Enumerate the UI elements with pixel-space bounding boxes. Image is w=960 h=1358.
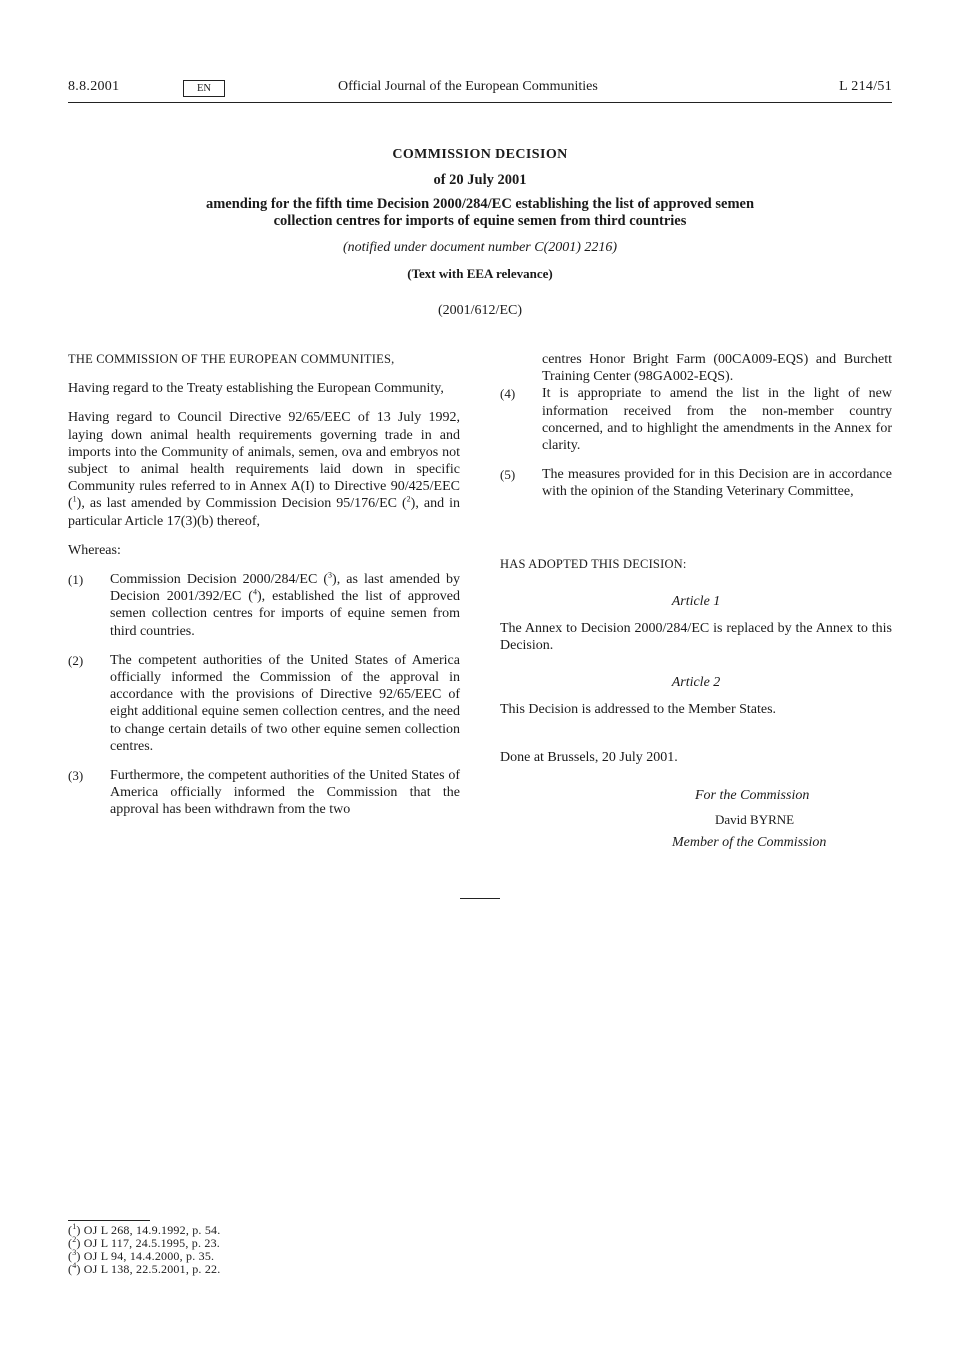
footnote-rule bbox=[68, 1220, 150, 1221]
footnotes bbox=[68, 1224, 220, 1276]
article-1-heading: Article 1 bbox=[671, 594, 721, 609]
eea-relevance: (Text with EEA relevance) bbox=[407, 266, 553, 281]
recital-text: Commission Decision 2000/284/EC ($^3$), as last amended by Decision 2001/392/EC ($^4$), established the list of approved semen collection centres for imports of equine semen from third countries. bbox=[110, 570, 461, 639]
recital-text: The competent authorities of the United States of America officially informed the Commission of the approval in accordance with the provisions of Directive 92/65/EEC of eight additional equine semen collection centres, and the need to change certain details of two other equine semen collection centres. bbox=[110, 652, 460, 754]
journal-title: Official Journal of the European Communities bbox=[338, 79, 598, 94]
article-1-text: The Annex to Decision 2000/284/EC is replaced by the Annex to this Decision. bbox=[500, 621, 892, 654]
footnote-ref-3: 3 bbox=[328, 570, 333, 580]
header-rule bbox=[68, 102, 892, 103]
recital-1 bbox=[68, 571, 460, 640]
left-column bbox=[68, 351, 460, 831]
article-2-text: This Decision is addressed to the Member States. bbox=[500, 702, 777, 718]
adopted-heading: HAS ADOPTED THIS DECISION: bbox=[500, 557, 687, 571]
for-commission: For the Commission bbox=[695, 788, 810, 803]
signatory-role: Member of the Commission bbox=[672, 835, 827, 851]
page-number: L 214/51 bbox=[839, 79, 892, 94]
recital-text: It is appropriate to amend the list in the light of new information received from the non-member country concerned, and to highlight the amendments in the Annex for clarity. bbox=[542, 386, 892, 454]
recital-text: Furthermore, the competent authorities of the United States of America officially informed the Commission that the approval has been withdrawn from the two bbox=[110, 768, 460, 818]
document-type: COMMISSION DECISION bbox=[392, 147, 568, 162]
recital-4 bbox=[500, 385, 892, 454]
recital-text: The measures provided for in this Decision are in accordance with the opinion of the Standing Veterinary Committee, bbox=[542, 467, 892, 500]
decision-number: (2001/612/EC) bbox=[438, 303, 522, 318]
end-separator bbox=[460, 898, 500, 899]
recital-2 bbox=[68, 652, 460, 755]
language-badge: EN bbox=[183, 80, 225, 97]
article-1 bbox=[500, 593, 892, 655]
decision-subject bbox=[68, 196, 892, 230]
recital-3 bbox=[68, 767, 460, 819]
signature-block bbox=[560, 787, 952, 852]
recital-number: (3) bbox=[68, 768, 84, 784]
recital-number: (2) bbox=[68, 652, 84, 668]
recital-number: (4) bbox=[500, 386, 516, 402]
decision-date: of 20 July 2001 bbox=[433, 172, 527, 188]
footnote-ref-2: 2 bbox=[406, 494, 411, 504]
footnote-2: ($^2$) OJ L 117, 24.5.1995, p. 23. bbox=[68, 1235, 220, 1250]
directive-citation: Having regard to Council Directive 92/65/EEC of 13 July 1992, laying down animal health requirements governing trade in and imports into the Community of animals, semen, ova and embryos not subject to animal health requirements laid down in specific Community rules referred to in Annex A(I) to Directive 90/425/EEC ($^1$), as last amended by Commission Decision 95/176/EC ($^2$), and in particular Article 17(3)(b) thereof, bbox=[68, 410, 461, 529]
done-at bbox=[500, 749, 892, 766]
article-2-heading: Article 2 bbox=[671, 675, 721, 690]
subject-line-2: collection centres for imports of equine semen from third countries bbox=[273, 213, 687, 229]
article-2 bbox=[500, 674, 892, 718]
recital-5 bbox=[500, 466, 892, 500]
footnote-4: ($^4$) OJ L 138, 22.5.2001, p. 22. bbox=[68, 1261, 221, 1276]
done-at-text: Done at Brussels, 20 July 2001. bbox=[500, 750, 678, 765]
recital-number: (5) bbox=[500, 467, 516, 483]
page-header bbox=[68, 79, 892, 101]
commission-heading: THE COMMISSION OF THE EUROPEAN COMMUNITIES, bbox=[68, 352, 395, 366]
footnote-ref-1: 1 bbox=[72, 494, 77, 504]
header-date: 8.8.2001 bbox=[68, 79, 120, 94]
footnote-3: ($^3$) OJ L 94, 14.4.2000, p. 35. bbox=[68, 1248, 215, 1263]
recital-3-continued: centres Honor Bright Farm (00CA009-EQS) and Burchett Training Center (98GA002-EQS). bbox=[542, 352, 892, 385]
footnote-ref-4: 4 bbox=[252, 587, 257, 597]
whereas-heading: Whereas: bbox=[68, 542, 121, 558]
subject-line-1: amending for the fifth time Decision 2000/284/EC establishing the list of approved semen bbox=[205, 196, 755, 212]
footnote-1: ($^1$) OJ L 268, 14.9.1992, p. 54. bbox=[68, 1222, 221, 1237]
notified-under: (notified under document number C(2001) 2216) bbox=[342, 240, 618, 255]
adoption-block bbox=[500, 556, 892, 573]
right-column bbox=[500, 351, 892, 513]
recital-number: (1) bbox=[68, 572, 84, 588]
treaty-citation: Having regard to the Treaty establishing the European Community, bbox=[68, 381, 444, 397]
signatory-name: David BYRNE bbox=[715, 812, 795, 828]
